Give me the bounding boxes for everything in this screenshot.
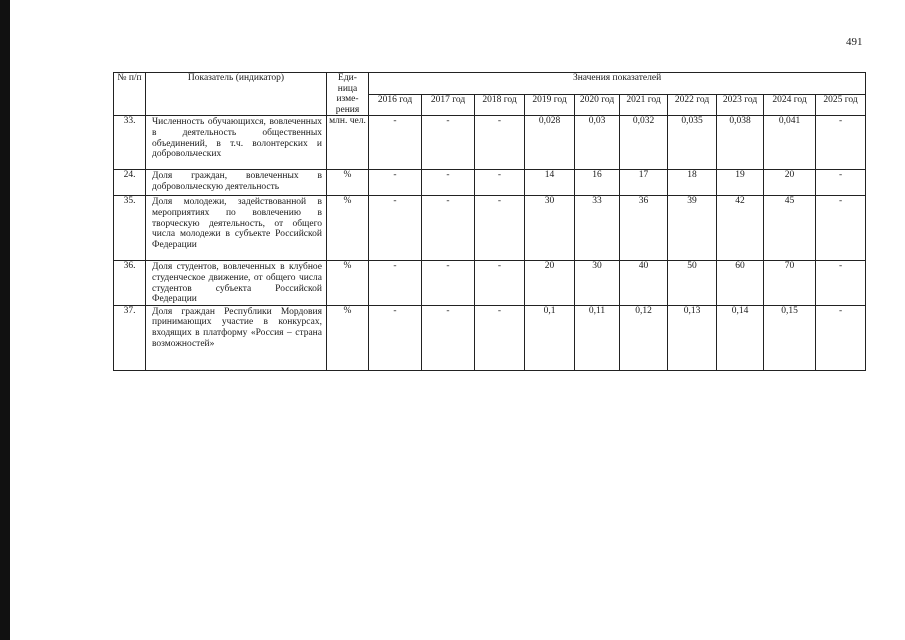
value-cell: 0,15 (764, 305, 816, 370)
value-cell: - (369, 116, 422, 170)
value-cell: 40 (620, 261, 668, 305)
value-cell: - (816, 196, 866, 261)
value-cell: 0,041 (764, 116, 816, 170)
value-cell: 39 (668, 196, 717, 261)
header-row-1 (114, 73, 866, 95)
indicator-name: Доля граждан, вовлеченных в добровольческую деятельность (146, 170, 327, 196)
value-cell: 30 (575, 261, 620, 305)
value-cell: 0,12 (620, 305, 668, 370)
unit-cell: % (327, 170, 369, 196)
value-cell: 20 (764, 170, 816, 196)
header-indicator: Показатель (индикатор) (146, 73, 327, 116)
value-cell: 19 (717, 170, 764, 196)
value-cell: 33 (575, 196, 620, 261)
row-number: 36. (114, 261, 146, 305)
value-cell: 36 (620, 196, 668, 261)
value-cell: 0,032 (620, 116, 668, 170)
value-cell: 0,13 (668, 305, 717, 370)
table-row (114, 261, 866, 305)
value-cell: - (475, 170, 525, 196)
header-unit: Еди-ница изме-рения (327, 73, 369, 116)
value-cell: - (369, 305, 422, 370)
value-cell: - (475, 116, 525, 170)
value-cell: - (816, 305, 866, 370)
value-cell: - (422, 305, 475, 370)
header-year: 2024 год (764, 94, 816, 116)
value-cell: 16 (575, 170, 620, 196)
header-no: № п/п (114, 73, 146, 116)
row-number: 37. (114, 305, 146, 370)
value-cell: 70 (764, 261, 816, 305)
row-number: 33. (114, 116, 146, 170)
row-number: 35. (114, 196, 146, 261)
value-cell: 0,038 (717, 116, 764, 170)
header-year: 2023 год (717, 94, 764, 116)
value-cell: - (369, 170, 422, 196)
indicator-name: Доля студентов, вовлеченных в клубное студенческое движение, от общего числа студентов субъекта Российской Федерации (146, 261, 327, 305)
value-cell: - (816, 116, 866, 170)
value-cell: - (475, 305, 525, 370)
table-row (114, 170, 866, 196)
value-cell: 42 (717, 196, 764, 261)
value-cell: 0,028 (525, 116, 575, 170)
value-cell: 50 (668, 261, 717, 305)
page-number: 491 (846, 36, 863, 48)
value-cell: - (369, 196, 422, 261)
value-cell: - (422, 116, 475, 170)
header-year: 2021 год (620, 94, 668, 116)
value-cell: 60 (717, 261, 764, 305)
header-values-group: Значения показателей (369, 73, 866, 95)
table-row (114, 196, 866, 261)
value-cell: 30 (525, 196, 575, 261)
value-cell: - (816, 170, 866, 196)
header-year: 2020 год (575, 94, 620, 116)
value-cell: 18 (668, 170, 717, 196)
value-cell: - (816, 261, 866, 305)
table-row (114, 305, 866, 370)
indicators-table (113, 72, 866, 371)
header-year: 2025 год (816, 94, 866, 116)
value-cell: 14 (525, 170, 575, 196)
value-cell: 0,03 (575, 116, 620, 170)
value-cell: 0,11 (575, 305, 620, 370)
header-year: 2017 год (422, 94, 475, 116)
table-row (114, 116, 866, 170)
row-number: 24. (114, 170, 146, 196)
value-cell: 20 (525, 261, 575, 305)
indicator-name: Доля молодежи, задействованной в мероприятиях по вовлечению в творческую деятельность, от общего числа молодежи в субъекте Российской Федерации (146, 196, 327, 261)
value-cell: - (475, 261, 525, 305)
value-cell: - (422, 196, 475, 261)
value-cell: 0,035 (668, 116, 717, 170)
header-year: 2019 год (525, 94, 575, 116)
header-year: 2016 год (369, 94, 422, 116)
unit-cell: % (327, 305, 369, 370)
value-cell: - (422, 261, 475, 305)
header-year: 2018 год (475, 94, 525, 116)
value-cell: 0,1 (525, 305, 575, 370)
indicator-name: Численность обучающихся, вовлеченных в деятельность общественных объединений, в т.ч. волонтерских и добровольческих (146, 116, 327, 170)
value-cell: 45 (764, 196, 816, 261)
unit-cell: % (327, 261, 369, 305)
value-cell: - (475, 196, 525, 261)
header-year: 2022 год (668, 94, 717, 116)
value-cell: - (369, 261, 422, 305)
value-cell: 17 (620, 170, 668, 196)
value-cell: 0,14 (717, 305, 764, 370)
unit-cell: млн. чел. (327, 116, 369, 170)
value-cell: - (422, 170, 475, 196)
unit-cell: % (327, 196, 369, 261)
indicator-name: Доля граждан Республики Мордовия принимающих участие в конкурсах, входящих в платформу «Россия – страна возможностей» (146, 305, 327, 370)
scan-edge-bar (0, 0, 10, 640)
